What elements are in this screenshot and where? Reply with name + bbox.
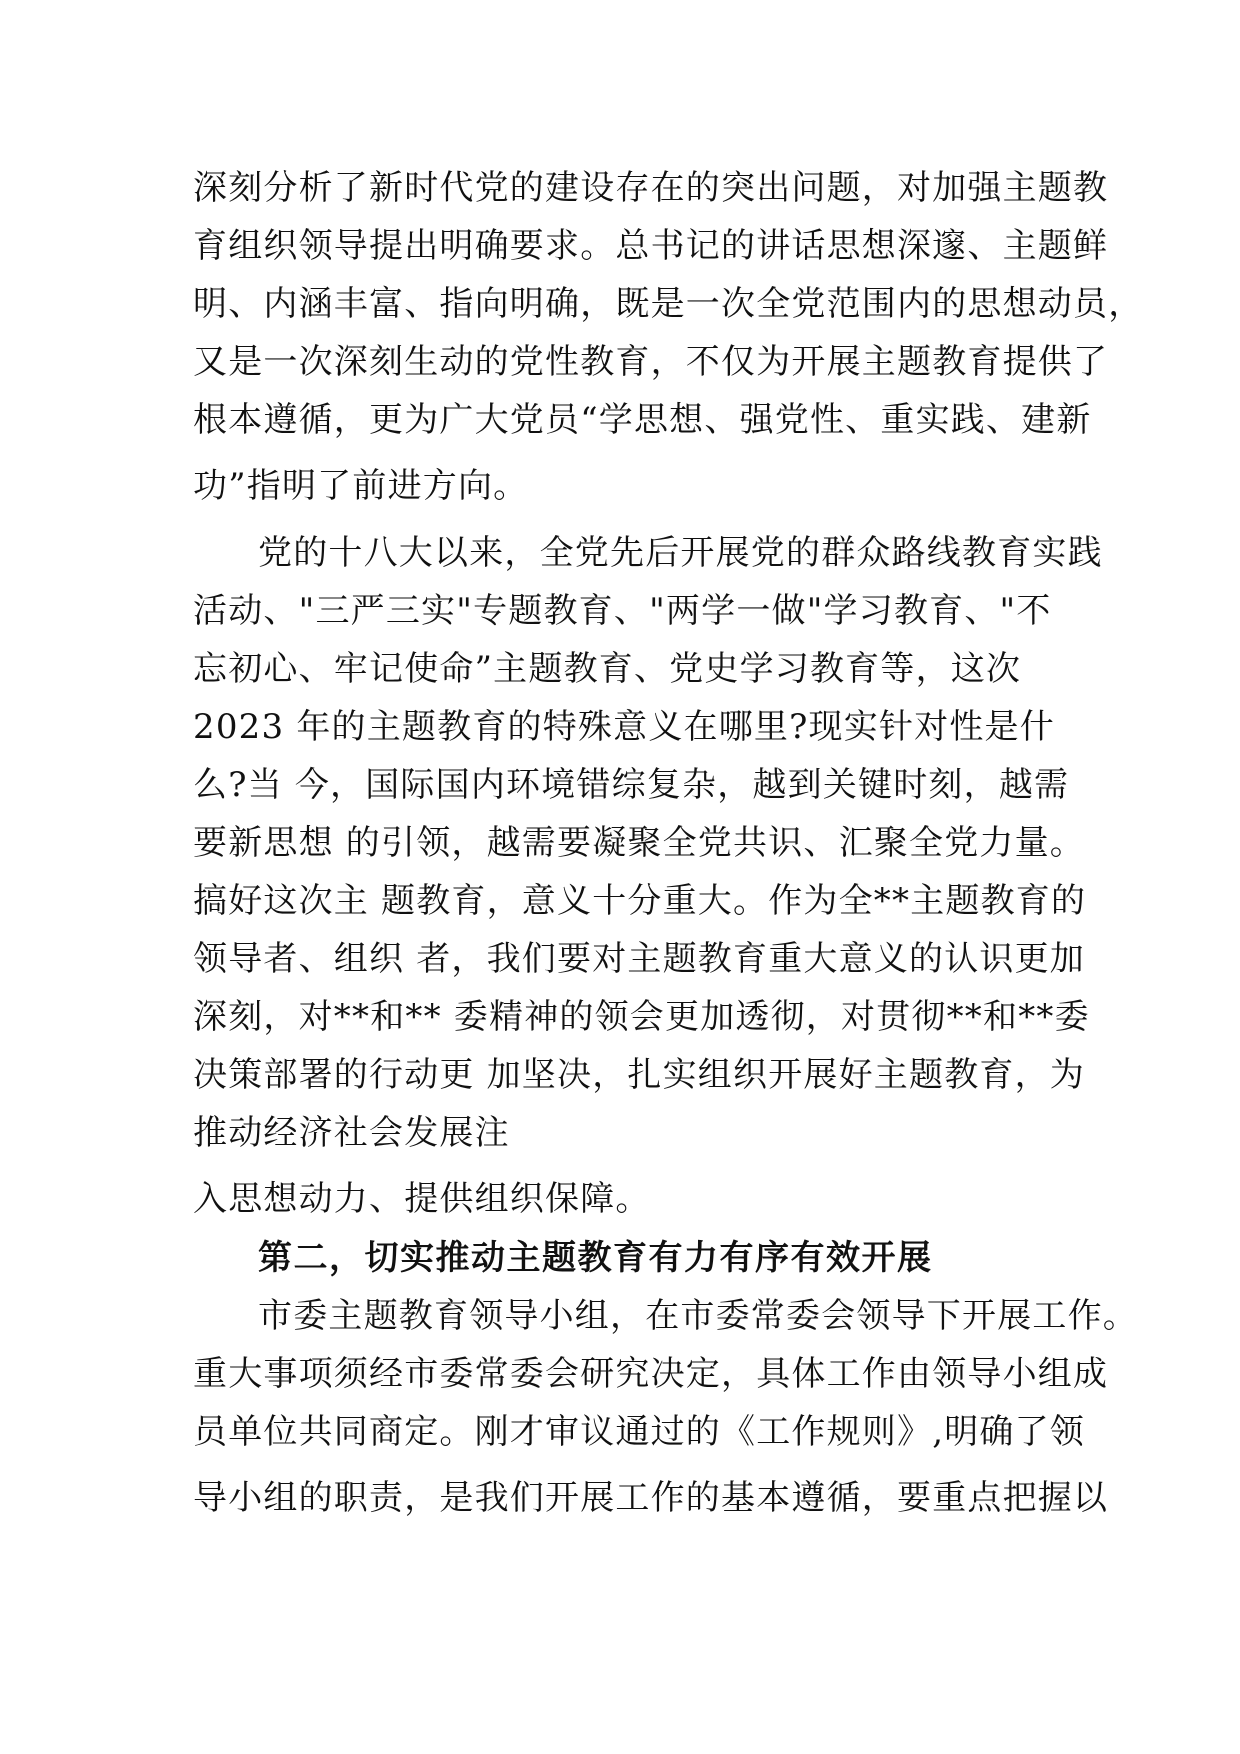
section-heading: 第二，切实推动主题教育有力有序有效开展 (258, 1238, 933, 1278)
text-line: 导小组的职责，是我们开展工作的基本遵循，要重点把握以 (193, 1478, 1109, 1518)
text-line: 又是一次深刻生动的党性教育，不仅为开展主题教育提供了 (193, 342, 1109, 382)
text-line: 决策部署的行动更 加坚决，扎实组织开展好主题教育，为 (193, 1055, 1086, 1095)
text-line: 明、内涵丰富、指向明确，既是一次全党范围内的思想动员， (193, 284, 1144, 324)
text-line: 活动、"三严三实"专题教育、"两学一做"学习教育、"不 (193, 591, 1052, 631)
text-line: 2023 年的主题教育的特殊意义在哪里?现实针对性是什 (193, 707, 1055, 747)
text-line: 重大事项须经市委常委会研究决定，具体工作由领导小组成 (193, 1354, 1109, 1394)
text-line: 育组织领导提出明确要求。总书记的讲话思想深邃、主题鲜 (193, 226, 1109, 266)
text-line: 入思想动力、提供组织保障。 (193, 1179, 651, 1219)
text-line: 搞好这次主 题教育，意义十分重大。作为全**主题教育的 (193, 881, 1087, 921)
text-line: 领导者、组织 者，我们要对主题教育重大意义的认识更加 (193, 939, 1086, 979)
text-line: 深刻分析了新时代党的建设存在的突出问题，对加强主题教 (193, 168, 1109, 208)
text-line: 要新思想 的引领，越需要凝聚全党共识、汇聚全党力量。 (193, 823, 1086, 863)
text-line: 深刻，对**和** 委精神的领会更加透彻，对贯彻**和**委 (193, 997, 1090, 1037)
text-line: 功”指明了前进方向。 (193, 466, 529, 506)
text-line: 么?当 今，国际国内环境错综复杂，越到关键时刻，越需 (193, 765, 1070, 805)
text-line: 根本遵循，更为广大党员“学思想、强党性、重实践、建新 (193, 400, 1092, 440)
text-line: 推动经济社会发展注 (193, 1113, 510, 1153)
paragraph-first-line: 党的十八大以来，全党先后开展党的群众路线教育实践 (258, 533, 1103, 573)
paragraph-first-line: 市委主题教育领导小组，在市委常委会领导下开展工作。 (258, 1296, 1138, 1336)
text-line: 员单位共同商定。刚才审议通过的《工作规则》,明确了领 (193, 1412, 1086, 1452)
text-line: 忘初心、牢记使命”主题教育、党史学习教育等，这次 (193, 649, 1022, 689)
